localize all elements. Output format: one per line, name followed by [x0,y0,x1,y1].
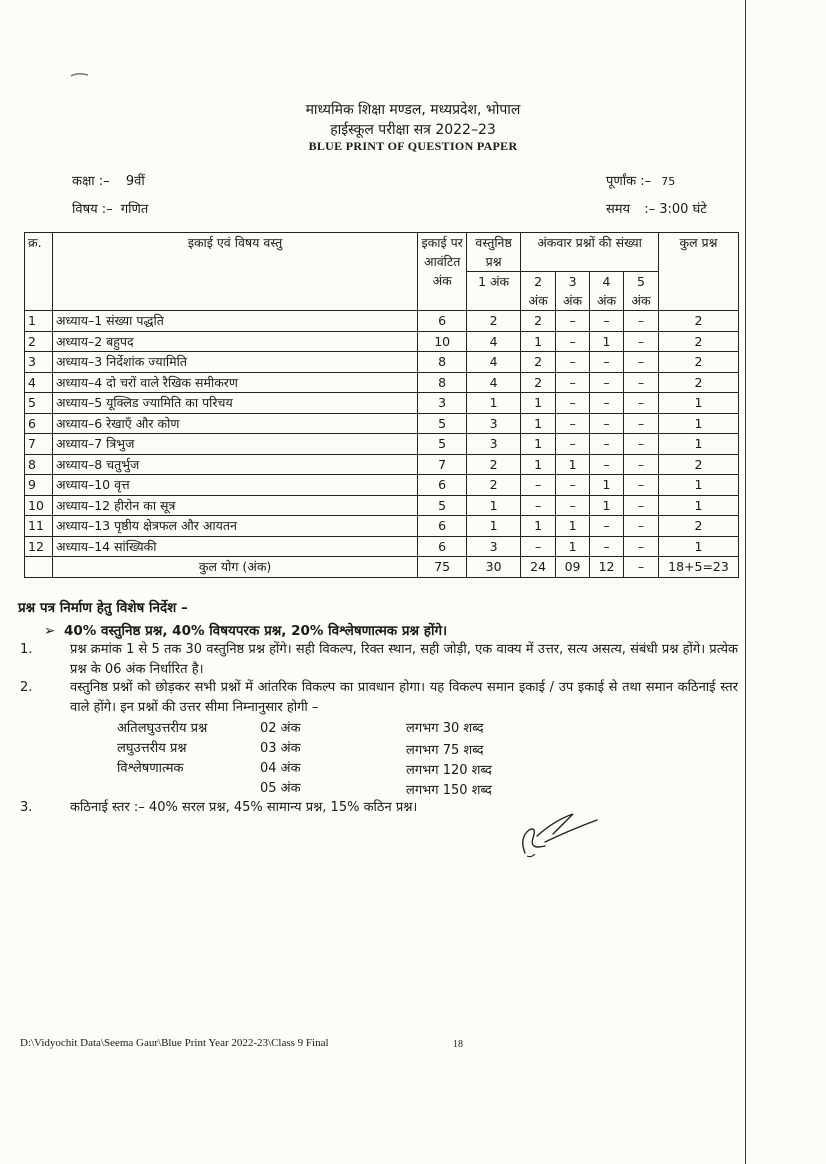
header-total: कुल प्रश्न [658,233,738,311]
cell-total: 1 [658,495,738,516]
cell-alloc: 6 [418,311,467,332]
wl-words: लगभग 120 शब्द [406,763,492,778]
subject-field [72,199,148,217]
cell-unit: अध्याय–8 चतुर्भुज [52,454,417,475]
cell-unit: अध्याय–12 हीरोन का सूत्र [52,495,417,516]
item-number-2: 2. [20,680,33,695]
cell-m4: – [590,516,624,537]
cell-unit: अध्याय–5 यूक्लिड ज्यामिति का परिचय [52,393,417,414]
cell-m2: 2 [521,352,556,373]
cell-total: 1 [658,413,738,434]
cell-alloc: 3 [418,393,467,414]
cell-m5: – [624,495,659,516]
cell-unit: अध्याय–10 वृत्त [52,475,417,496]
cell-alloc: 8 [418,372,467,393]
wl-words: लगभग 75 शब्द [406,743,484,758]
table-row [25,413,739,434]
cell-m4: – [590,454,624,475]
cell-obj: 4 [467,372,521,393]
cell-unit: अध्याय–7 त्रिभुज [52,434,417,455]
cell-sn: 3 [25,352,53,373]
cell-alloc: 10 [418,331,467,352]
bullet-text: 40% वस्तुनिष्ठ प्रश्न, 40% विषयपरक प्रश्न, 20% विश्लेषणात्मक प्रश्न होंगे। [64,623,448,639]
class-label: कक्षा :– [72,174,110,189]
cell-m3: – [556,434,590,455]
cell-sn [25,557,53,578]
item-number-3: 3. [20,800,33,815]
cell-obj: 1 [467,516,521,537]
cell-m5: – [624,352,659,373]
cell-sn: 1 [25,311,53,332]
cell-obj: 3 [467,434,521,455]
cell-sn: 9 [25,475,53,496]
cell-sn: 11 [25,516,53,537]
max-marks-field [606,171,675,189]
cell-m4: – [590,372,624,393]
header-mark-3: 3 अंक [556,272,590,311]
cell-sn: 2 [25,331,53,352]
table-header [25,233,739,311]
wl-type: विश्लेषणात्मक [117,761,184,776]
cell-sn: 6 [25,413,53,434]
cell-m2: 1 [521,331,556,352]
cell-m4: – [590,434,624,455]
board-name: माध्यमिक शिक्षा मण्डल, मध्यप्रदेश, भोपाल [305,102,521,118]
page-number: 18 [453,1039,463,1050]
cell-m3: 09 [556,557,590,578]
cell-total: 2 [658,331,738,352]
cell-m4: – [590,352,624,373]
table-row [25,475,739,496]
cell-unit: अध्याय–3 निर्देशांक ज्यामिति [52,352,417,373]
cell-alloc: 6 [418,516,467,537]
wl-type: लघुउत्तरीय प्रश्न [117,741,187,756]
cell-unit: अध्याय–2 बहुपद [52,331,417,352]
cell-alloc: 6 [418,475,467,496]
cell-m5: – [624,454,659,475]
header-objective-sub: 1 अंक [467,272,521,311]
table-body [25,311,739,578]
cell-obj: 3 [467,413,521,434]
file-path-footer: D:\Vidyochit Data\Seema Gaur\Blue Print Year 2022-23\Class 9 Final [20,1037,329,1049]
cell-unit: अध्याय–13 पृष्ठीय क्षेत्रफल और आयतन [52,516,417,537]
cell-m4: – [590,536,624,557]
cell-alloc: 5 [418,413,467,434]
subject-label: विषय :– [72,202,113,217]
cell-m4: – [590,413,624,434]
cell-sum-label: कुल योग (अंक) [52,557,417,578]
cell-obj: 3 [467,536,521,557]
cell-total: 1 [658,475,738,496]
cell-alloc: 5 [418,434,467,455]
wl-words: लगभग 30 शब्द [406,721,484,736]
cell-m3: – [556,331,590,352]
cell-m4: 12 [590,557,624,578]
item-number-1: 1. [20,642,33,657]
cell-m4: 1 [590,495,624,516]
cell-obj: 1 [467,495,521,516]
cell-m3: – [556,495,590,516]
table-row [25,454,739,475]
cell-m3: – [556,475,590,496]
cell-obj: 30 [467,557,521,578]
table-row [25,352,739,373]
wl-marks: 05 अंक [260,781,301,796]
cell-total: 1 [658,434,738,455]
cell-total: 1 [658,536,738,557]
wl-words: लगभग 150 शब्द [406,783,492,798]
cell-total: 1 [658,393,738,414]
cell-total: 2 [658,311,738,332]
cell-m2: – [521,536,556,557]
header-allocated-marks: इकाई पर आवंटित अंक [418,233,467,311]
cell-m2: 1 [521,454,556,475]
instruction-1: प्रश्न क्रमांक 1 से 5 तक 30 वस्तुनिष्ठ प्रश्न होंगे। सही विकल्प, रिक्त स्थान, सही जोड़ी, एक वाक्य में उत्तर, सत्य असत्य, संबंधी प्रश्न होंगे। प्रत्येक प्रश्न के 06 अंक निर्धारित है। [70,642,738,677]
instruction-3: कठिनाई स्तर :– 40% सरल प्रश्न, 45% सामान्य प्रश्न, 15% कठिन प्रश्न। [70,800,418,815]
wl-marks: 03 अंक [260,741,301,756]
handwritten-signature [515,808,605,863]
cell-m4: – [590,393,624,414]
subject-value: गणित [120,202,149,217]
table-row [25,311,739,332]
wl-marks: 04 अंक [260,761,301,776]
cell-m2: 24 [521,557,556,578]
cell-m4: 1 [590,331,624,352]
table-row [25,434,739,455]
table-row [25,516,739,537]
cell-sn: 7 [25,434,53,455]
cell-obj: 4 [467,331,521,352]
table-row [25,331,739,352]
page-edge-line [745,0,746,1164]
cell-m5: – [624,393,659,414]
cell-alloc: 7 [418,454,467,475]
cell-m5: – [624,311,659,332]
max-marks-value: 75 [661,175,676,188]
cell-sn: 12 [25,536,53,557]
header-mark-4: 4 अंक [590,272,624,311]
cell-m3: – [556,372,590,393]
header-objective: वस्तुनिष्ठ प्रश्न [467,233,521,272]
cell-m5: – [624,331,659,352]
header-markwise: अंकवार प्रश्नों की संख्या [521,233,659,272]
cell-m2: 2 [521,311,556,332]
cell-unit: अध्याय–6 रेखाएँ और कोण [52,413,417,434]
cell-m5: – [624,434,659,455]
blueprint-table [24,232,739,578]
cell-m3: – [556,393,590,414]
cell-m4: – [590,311,624,332]
cell-sn: 10 [25,495,53,516]
cell-m5: – [624,557,659,578]
cell-m2: 1 [521,516,556,537]
arrow-bullet-icon: ➢ [44,623,56,639]
cell-sn: 4 [25,372,53,393]
cell-alloc: 6 [418,536,467,557]
cell-unit: अध्याय–14 सांख्यिकी [52,536,417,557]
cell-m2: – [521,475,556,496]
cell-m3: – [556,352,590,373]
instructions-title: प्रश्न पत्र निर्माण हेतु विशेष निर्देश – [18,600,188,616]
cell-m3: 1 [556,516,590,537]
cell-total: 2 [658,352,738,373]
cell-m3: – [556,311,590,332]
cell-obj: 4 [467,352,521,373]
cell-m2: 1 [521,393,556,414]
instructions-bullet [44,621,447,639]
document-title: BLUE PRINT OF QUESTION PAPER [308,139,518,153]
cell-m4: 1 [590,475,624,496]
ink-smudge [70,72,90,78]
cell-m3: 1 [556,454,590,475]
cell-alloc: 5 [418,495,467,516]
cell-m2: 2 [521,372,556,393]
table-row [25,536,739,557]
header-sn: क्र. [25,233,53,311]
cell-sn: 8 [25,454,53,475]
wl-type: अतिलघुउत्तरीय प्रश्न [117,721,208,736]
cell-m5: – [624,536,659,557]
cell-m2: – [521,495,556,516]
max-marks-label: पूर्णांक :– [606,174,652,189]
cell-m5: – [624,372,659,393]
header-unit: इकाई एवं विषय वस्तु [52,233,417,311]
table-row [25,372,739,393]
cell-obj: 2 [467,454,521,475]
cell-m3: 1 [556,536,590,557]
time-label: समय [606,202,631,217]
class-field [72,171,145,189]
cell-obj: 2 [467,475,521,496]
cell-m2: 1 [521,413,556,434]
cell-obj: 1 [467,393,521,414]
instruction-2: वस्तुनिष्ठ प्रश्नों को छोड़कर सभी प्रश्नों में आंतरिक विकल्प का प्रावधान होगा। यह विकल्प समान इकाई / उप इकाई से तथा समान कठिनाई स्तर वाले होंगे। इन प्रश्नों की उत्तर सीमा निम्नानुसार होगी – [70,680,738,715]
cell-m5: – [624,413,659,434]
cell-m5: – [624,516,659,537]
header-mark-2: 2 अंक [521,272,556,311]
time-value: :– 3:00 घंटे [644,202,707,217]
cell-alloc: 8 [418,352,467,373]
cell-m5: – [624,475,659,496]
cell-m2: 1 [521,434,556,455]
table-total-row [25,557,739,578]
cell-alloc: 75 [418,557,467,578]
cell-total: 2 [658,516,738,537]
cell-sn: 5 [25,393,53,414]
header-mark-5: 5 अंक [624,272,659,311]
cell-unit: अध्याय–1 संख्या पद्धति [52,311,417,332]
cell-total: 2 [658,454,738,475]
table-row [25,495,739,516]
cell-m3: – [556,413,590,434]
table-row [25,393,739,414]
exam-session: हाईस्कूल परीक्षा सत्र 2022–23 [330,122,496,138]
cell-total: 2 [658,372,738,393]
cell-obj: 2 [467,311,521,332]
class-value: 9वीं [125,174,145,189]
cell-total: 18+5=23 [658,557,738,578]
time-field [606,199,707,217]
cell-unit: अध्याय–4 दो चरों वाले रैखिक समीकरण [52,372,417,393]
wl-marks: 02 अंक [260,721,301,736]
